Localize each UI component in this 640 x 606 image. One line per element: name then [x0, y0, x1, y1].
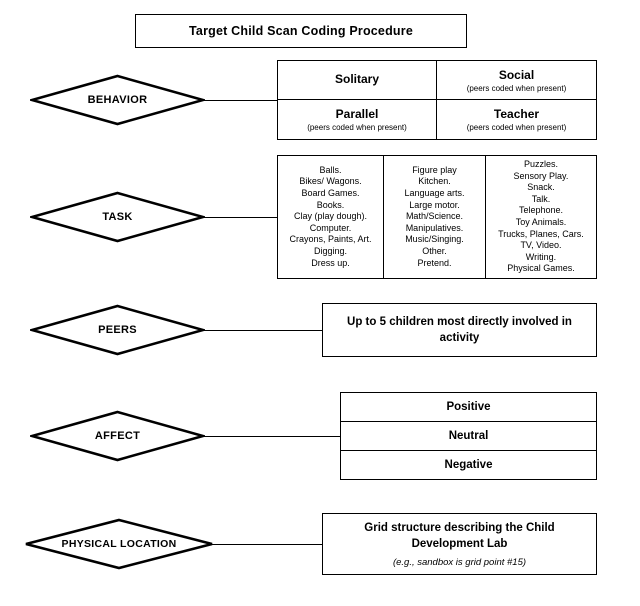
- node-physical-location: [24, 518, 214, 570]
- node-behavior-label: BEHAVIOR: [87, 94, 148, 106]
- task-item: Books.: [316, 199, 345, 210]
- task-item: Bikes/ Wagons.: [299, 176, 362, 187]
- behavior-cell-teacher-label: Teacher: [493, 107, 540, 121]
- task-item: Music/Singing.: [405, 234, 464, 245]
- connector-peers: [203, 330, 322, 331]
- task-item: Balls.: [319, 164, 342, 175]
- task-item: Writing.: [525, 251, 557, 262]
- behavior-cell-social-label: Social: [498, 67, 535, 82]
- task-item: Figure play: [412, 164, 457, 175]
- task-item: TV, Video.: [520, 240, 562, 251]
- affect-option-positive[interactable]: Positive: [341, 393, 596, 422]
- peers-description-box: Up to 5 children most directly involved in activity: [322, 303, 597, 357]
- task-item: Telephone.: [518, 205, 563, 216]
- task-item: Computer.: [309, 222, 352, 233]
- task-column-1[interactable]: [278, 156, 384, 278]
- task-column-3[interactable]: [486, 156, 596, 278]
- task-column-2[interactable]: [384, 156, 486, 278]
- task-item: Math/Science.: [405, 211, 463, 222]
- node-peers: [30, 304, 205, 356]
- node-affect: [30, 410, 205, 462]
- node-task-label: TASK: [102, 211, 133, 223]
- task-item: Language arts.: [404, 188, 465, 199]
- task-item: Toy Animals.: [515, 217, 567, 227]
- task-item: Digging.: [313, 245, 348, 256]
- task-item: Board Games.: [301, 188, 360, 199]
- task-item: Physical Games.: [507, 263, 575, 274]
- node-peers-label: PEERS: [98, 324, 137, 336]
- behavior-cell-solitary[interactable]: [278, 61, 437, 100]
- connector-physical-location: [212, 544, 322, 545]
- task-item: Dress up.: [311, 257, 350, 268]
- task-options-grid: [277, 155, 597, 279]
- behavior-cell-teacher[interactable]: [437, 100, 596, 139]
- affect-options-stack: [340, 392, 597, 480]
- task-item: Puzzles.: [523, 159, 558, 170]
- behavior-cell-parallel[interactable]: [278, 100, 437, 139]
- diagram-title: Target Child Scan Coding Procedure: [135, 14, 467, 48]
- task-item: Other.: [422, 245, 447, 256]
- behavior-cell-parallel-note: (peers coded when present): [307, 123, 407, 132]
- node-task: [30, 191, 205, 243]
- behavior-cell-social[interactable]: [437, 61, 596, 100]
- connector-behavior: [203, 100, 277, 101]
- task-item: Large motor.: [409, 199, 460, 210]
- connector-task: [203, 217, 277, 218]
- physical-location-example-text: (e.g., sandbox is grid point #15): [392, 557, 527, 568]
- behavior-cell-solitary-label: Solitary: [334, 72, 379, 86]
- task-item: Manipulatives.: [405, 222, 464, 233]
- task-item: Trucks, Planes, Cars.: [498, 228, 584, 239]
- behavior-cell-teacher-note: (peers coded when present): [466, 123, 567, 132]
- task-item: Snack.: [527, 182, 555, 193]
- task-item: Talk.: [531, 193, 551, 204]
- affect-option-negative[interactable]: Negative: [444, 459, 493, 471]
- behavior-options-grid: [277, 60, 597, 140]
- task-item: Kitchen.: [418, 176, 451, 187]
- physical-location-main-text: Grid structure describing the Child Development Lab: [364, 522, 555, 550]
- node-physical-location-label: PHYSICAL LOCATION: [61, 538, 177, 550]
- node-affect-label: AFFECT: [94, 430, 141, 442]
- node-behavior: [30, 74, 205, 126]
- behavior-cell-social-note: (peers coded when present): [466, 83, 567, 93]
- physical-location-description-box: [322, 513, 597, 575]
- task-item: Clay (play dough).: [293, 211, 368, 222]
- task-item: Crayons, Paints, Art.: [289, 234, 372, 245]
- affect-option-neutral[interactable]: Neutral: [341, 422, 596, 451]
- task-item: Sensory Play.: [513, 170, 569, 181]
- connector-affect: [203, 436, 340, 437]
- task-item: Pretend.: [417, 257, 452, 268]
- behavior-cell-parallel-label: Parallel: [335, 107, 379, 121]
